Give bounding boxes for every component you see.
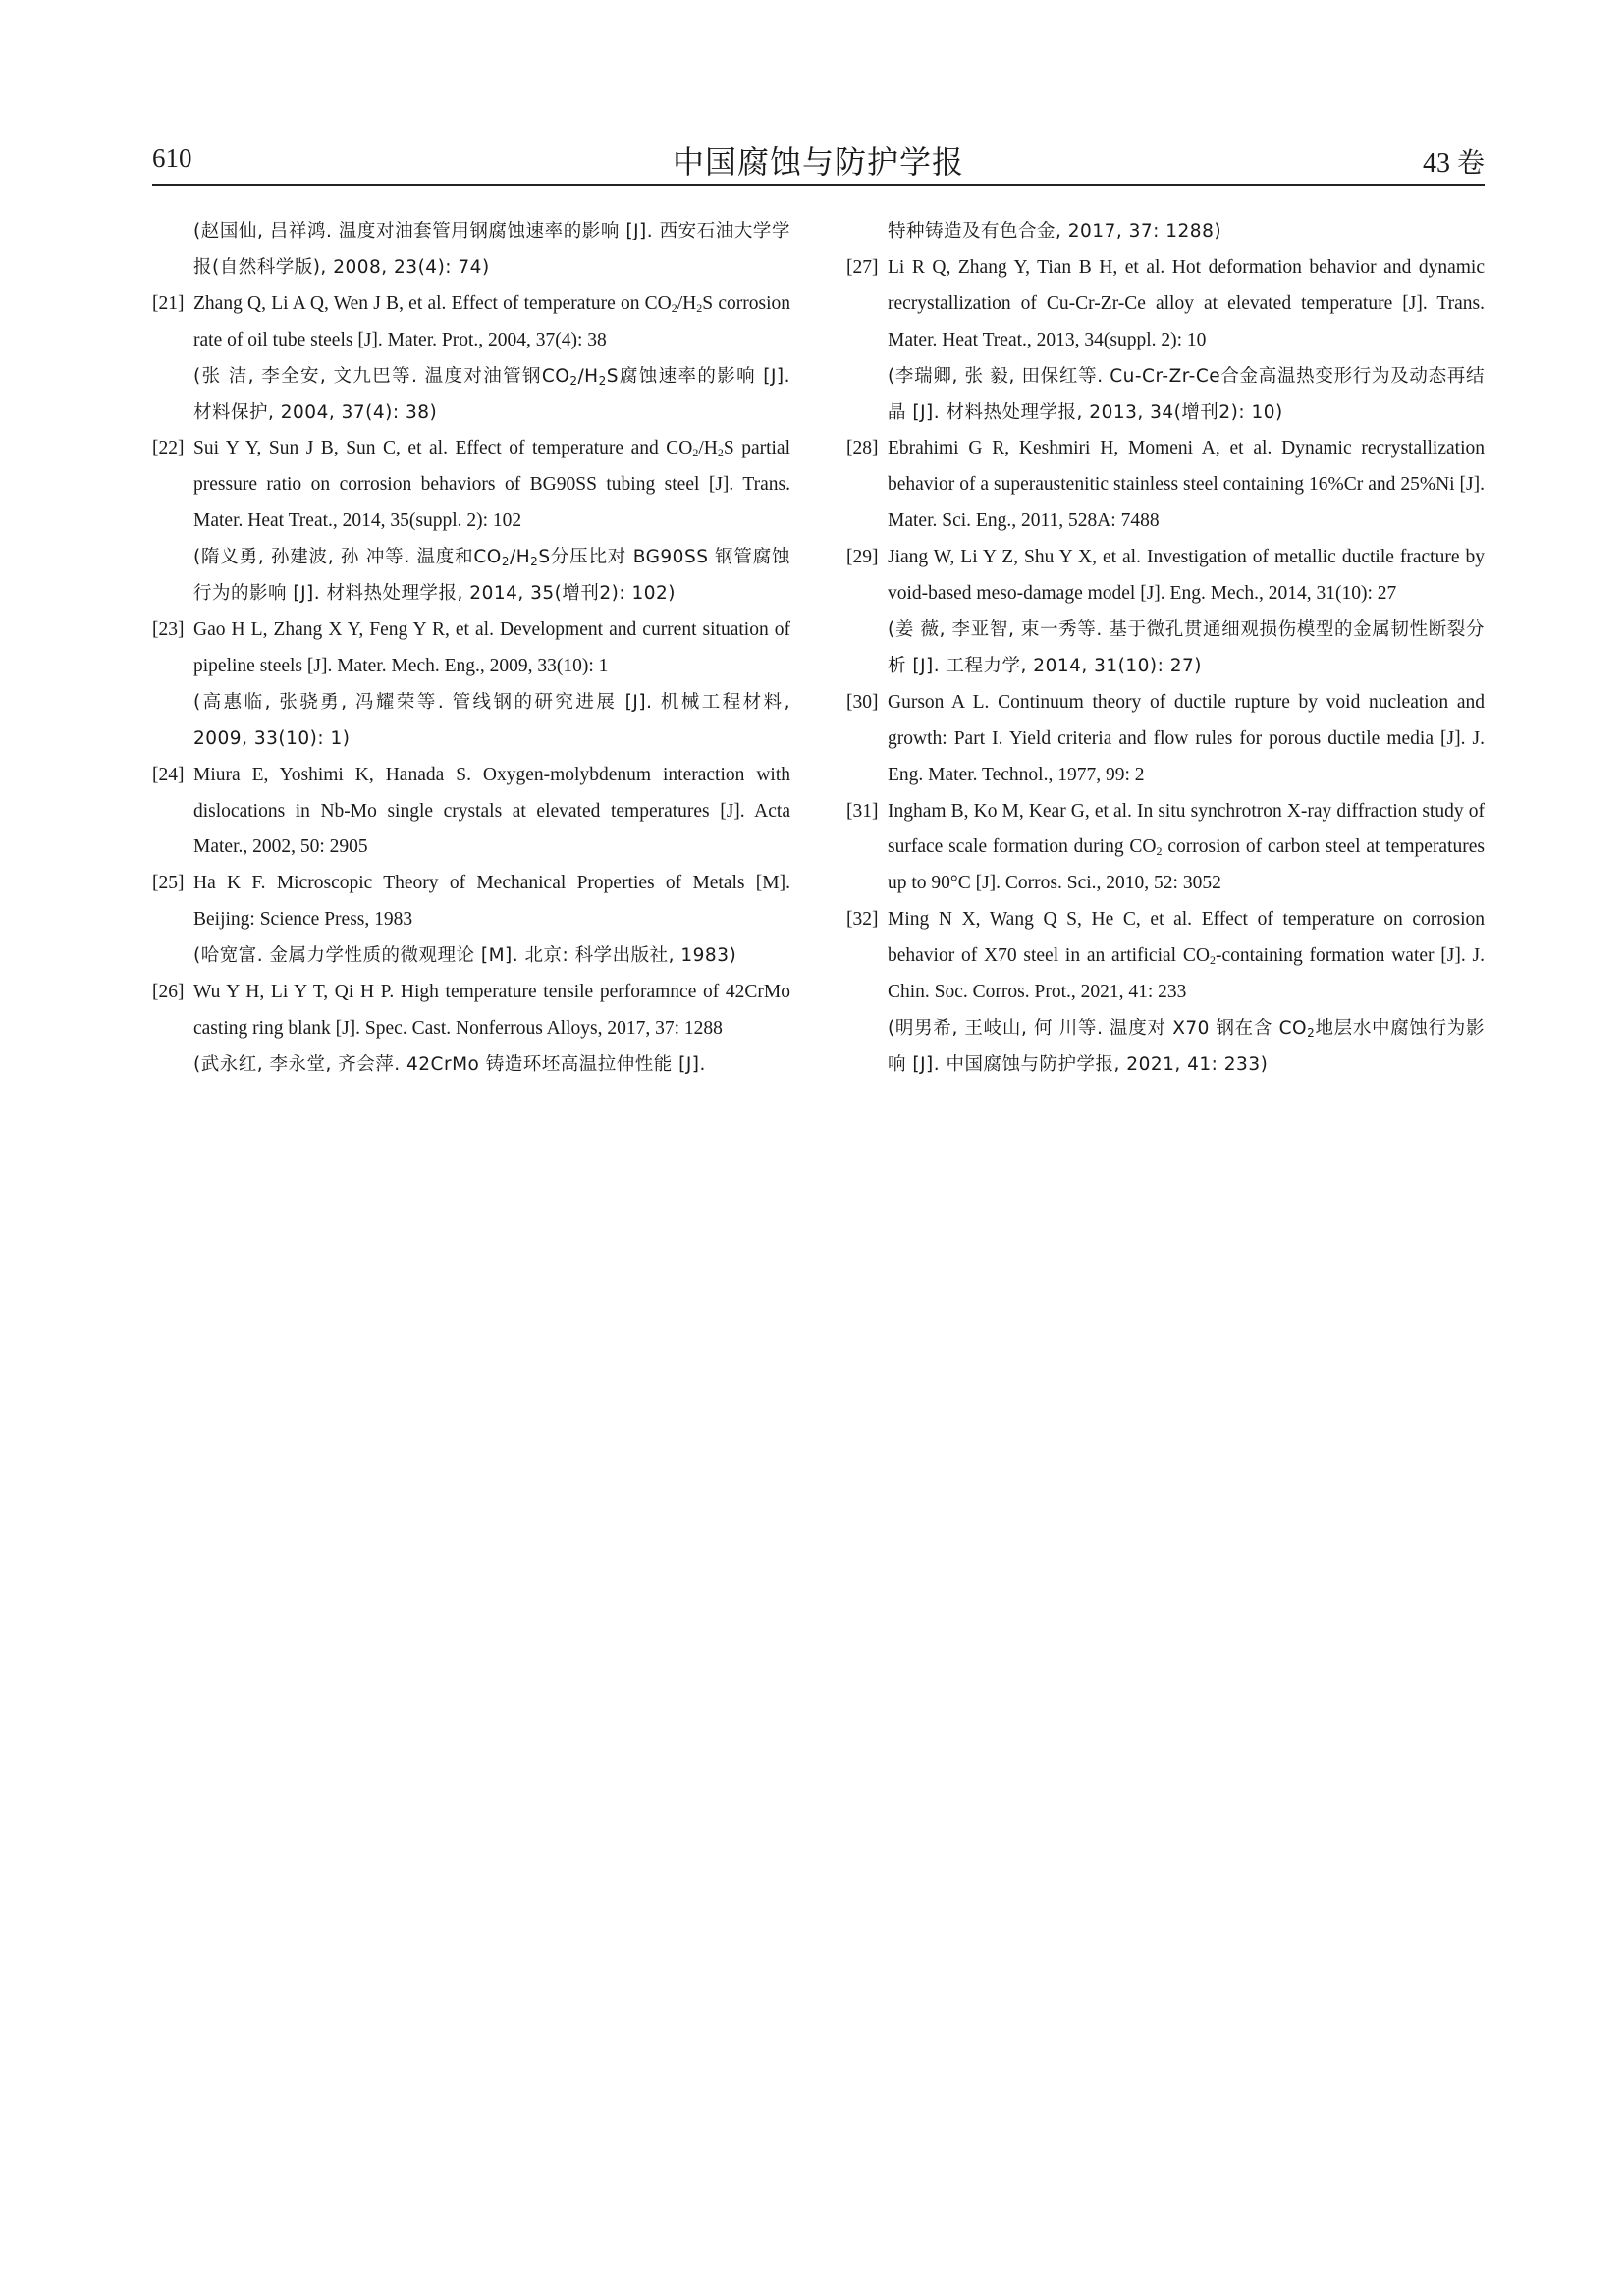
reference-23 [152,613,790,758]
reference-25 [152,866,790,975]
reference-en: Ming N X, Wang Q S, He C, et al. Effect of temperature on corrosion behavior of X70 steel in an artificial $CO_2$-containing formation water [J]. J. Chin. Soc. Corros. Prot., 2021, 41: 233 [888,909,1485,1003]
page-number: 610 [152,143,192,173]
reference-26 [152,975,790,1084]
reference-21 [152,287,790,432]
header-rule [152,184,1485,186]
reference-en: Miura E, Yoshimi K, Hanada S. Oxygen-molybdenum interaction with dislocations in Nb-Mo single crystals at elevated temperatures [J]. Acta Mater., 2002, 50: 2905 [193,764,790,858]
reference-31 [846,794,1485,903]
reference-continuation [152,214,790,287]
reference-number: [25] [152,873,185,894]
reference-number: [28] [846,438,879,459]
reference-en: Gao H L, Zhang X Y, Feng Y R, et al. Development and current situation of pipeline steels [J]. Mater. Mech. Eng., 2009, 33(10): 1 [193,618,790,676]
reference-cn: (张 洁, 李全安, 文九巴等. 温度对油管钢$CO_2/H_2S$腐蚀速率的影响 [J]. 材料保护, 2004, 37(4): 38) [193,365,790,423]
reference-en: Gurson A L. Continuum theory of ductile rupture by void nucleation and growth: Part I. Yield criteria and flow rules for porous ductile media [J]. J. Eng. Mater. Technol., 1977, 99: 2 [888,691,1485,785]
reference-number: [24] [152,764,185,785]
reference-number: [22] [152,438,185,459]
reference-cn: (姜 薇, 李亚智, 束一秀等. 基于微孔贯通细观损伤模型的金属韧性断裂分析 [J]. 工程力学, 2014, 31(10): 27) [888,618,1485,676]
reference-cn: (高惠临, 张骁勇, 冯耀荣等. 管线钢的研究进展 [J]. 机械工程材料, 2009, 33(10): 1) [193,691,790,749]
reference-en: Jiang W, Li Y Z, Shu Y X, et al. Investigation of metallic ductile fracture by void-based meso-damage model [J]. Eng. Mech., 2014, 31(10): 27 [888,547,1485,605]
reference-number: [31] [846,800,879,822]
reference-cn: (明男希, 王岐山, 何 川等. 温度对 X70 钢在含 $CO_2$地层水中腐蚀行为影响 [J]. 中国腐蚀与防护学报, 2021, 41: 233) [888,1017,1485,1075]
journal-title: 中国腐蚀与防护学报 [672,143,964,181]
page-header [152,135,1485,185]
reference-en: Zhang Q, Li A Q, Wen J B, et al. Effect of temperature on $CO_2/H_2S$ corrosion rate of oil tube steels [J]. Mater. Prot., 2004, 37(4): 38 [193,293,790,350]
reference-number: [26] [152,982,185,1003]
reference-28 [846,431,1485,540]
reference-29 [846,540,1485,685]
reference-en: Ha K F. Microscopic Theory of Mechanical Properties of Metals [M]. Beijing: Science Press, 1983 [193,873,790,931]
reference-en: Ingham B, Ko M, Kear G, et al. In situ synchrotron X-ray diffraction study of surface scale formation during $CO_2$ corrosion of carbon steel at temperatures up to 90°C [J]. Corros. Sci., 2010, 52: 3052 [888,800,1485,894]
reference-24 [152,758,790,867]
reference-number: [32] [846,909,879,931]
reference-cn: (李瑞卿, 张 毅, 田保红等. Cu-Cr-Zr-Ce合金高温热变形行为及动态再结晶 [J]. 材料热处理学报, 2013, 34(增刊2): 10) [888,365,1485,423]
reference-number: [30] [846,691,879,713]
reference-27 [846,250,1485,432]
left-column [152,214,790,1084]
reference-32 [846,902,1485,1084]
reference-cn: (哈宽富. 金属力学性质的微观理论 [M]. 北京: 科学出版社, 1983) [193,945,737,967]
reference-en: Li R Q, Zhang Y, Tian B H, et al. Hot deformation behavior and dynamic recrystallization of Cu-Cr-Zr-Ce alloy at elevated temperature [J]. Trans. Mater. Heat Treat., 2013, 34(suppl. 2): 10 [888,256,1485,350]
right-column [846,214,1485,1084]
reference-22 [152,431,790,613]
reference-en: Sui Y Y, Sun J B, Sun C, et al. Effect of temperature and $CO_2/H_2S$ partial pressure ratio on corrosion behaviors of BG90SS tubing steel [J]. Trans. Mater. Heat Treat., 2014, 35(suppl. 2): 102 [193,438,790,532]
reference-number: [29] [846,547,879,568]
reference-continuation [846,214,1485,250]
reference-number: [21] [152,293,185,314]
reference-number: [27] [846,256,879,278]
reference-cn: (赵国仙, 吕祥鸿. 温度对油套管用钢腐蚀速率的影响 [J]. 西安石油大学学报(自然科学版), 2008, 23(4): 74) [193,221,790,278]
reference-en: Wu Y H, Li Y T, Qi H P. High temperature tensile perforamnce of 42CrMo casting ring blank [J]. Spec. Cast. Nonferrous Alloys, 2017, 37: 1288 [193,982,790,1039]
volume-label: 43 卷 [1422,148,1485,179]
reference-cn: (隋义勇, 孙建波, 孙 冲等. 温度和$CO_2/H_2S$分压比对 BG90SS 钢管腐蚀行为的影响 [J]. 材料热处理学报, 2014, 35(增刊2): 102) [193,547,790,605]
reference-cn: (武永红, 李永堂, 齐会萍. 42CrMo 铸造环坯高温拉伸性能 [J]. [193,1053,706,1075]
reference-number: [23] [152,618,185,640]
reference-en: Ebrahimi G R, Keshmiri H, Momeni A, et al. Dynamic recrystallization behavior of a superaustenitic stainless steel containing 16%Cr and 25%Ni [J]. Mater. Sci. Eng., 2011, 528A: 7488 [888,438,1485,532]
reference-30 [846,685,1485,794]
reference-cn: 特种铸造及有色合金, 2017, 37: 1288) [888,221,1222,241]
